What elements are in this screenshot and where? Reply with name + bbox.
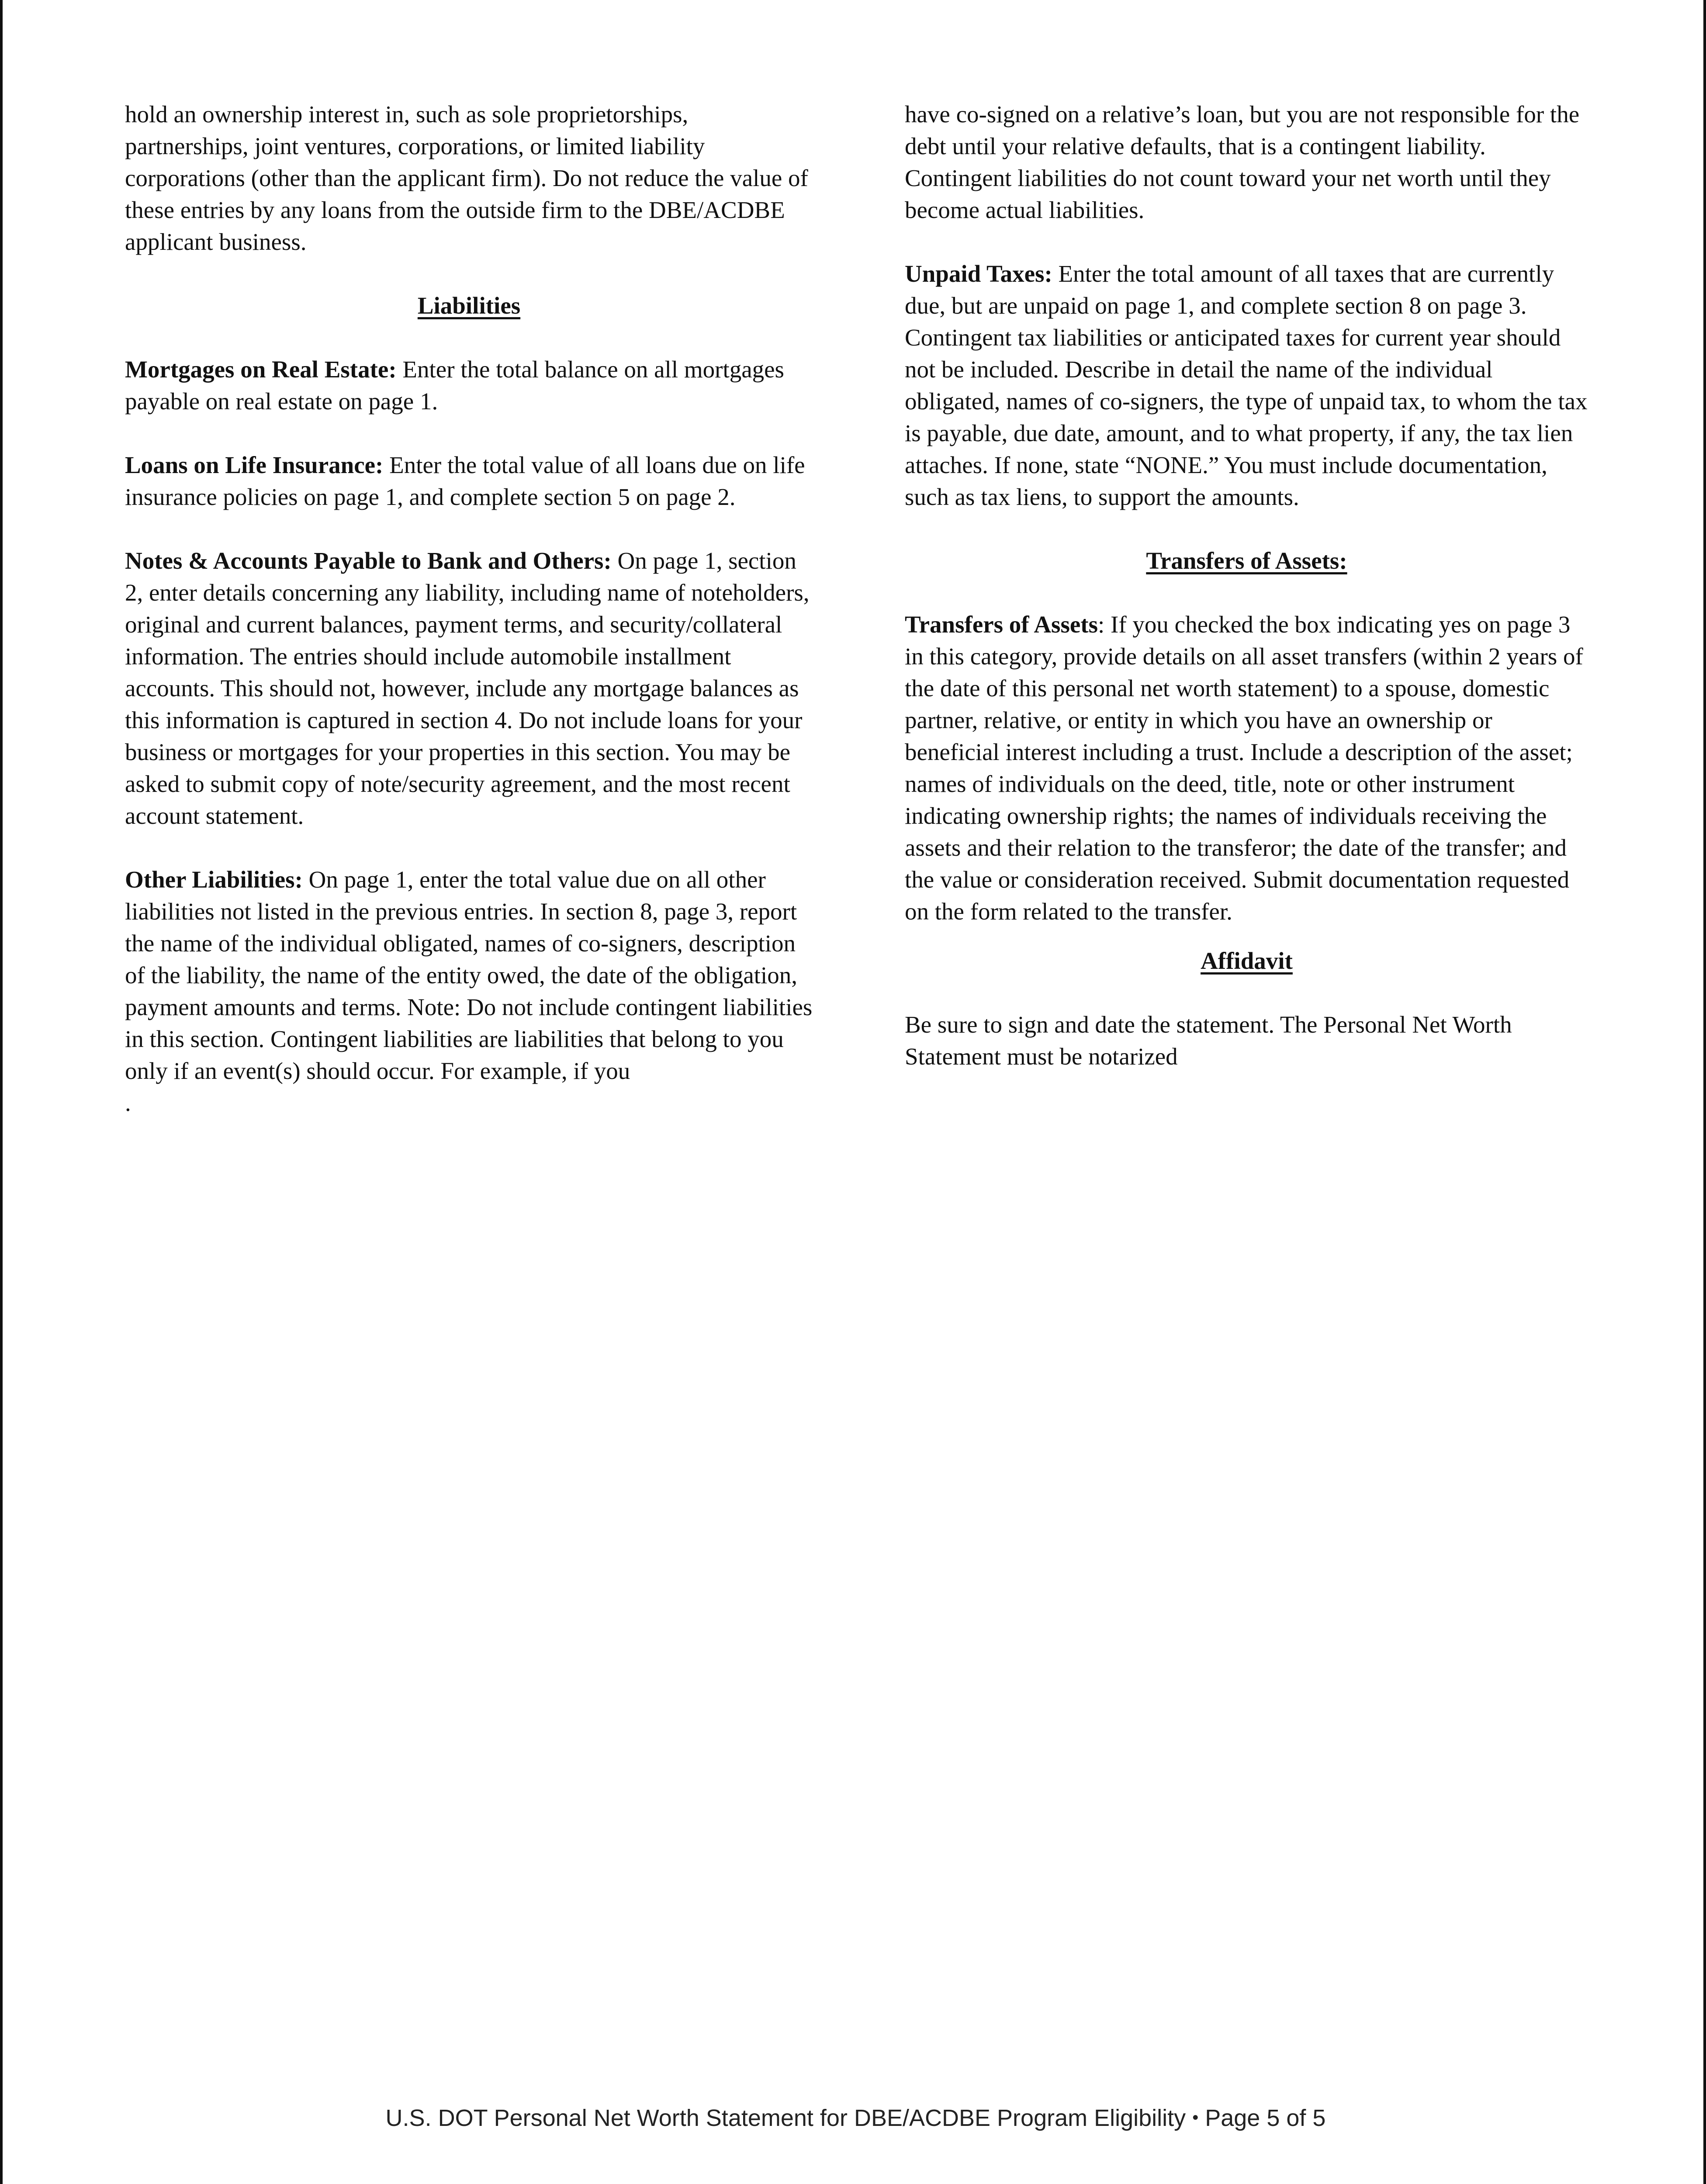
footer-bullet: • <box>1192 2108 1199 2127</box>
unpaid-taxes-text: Enter the total amount of all taxes that are currently due, but are unpaid on page 1, and complete section 8 on page 3. Contingent tax liabilities or anticipated taxes for current year should not be included. Describe in detail the name of the individual obligated, names of co-signers, the type of unpaid tax, to whom the tax is payable, due date, amount, and to what property, if any, the tax lien attaches. If none, state “NONE.” You must include documentation, such as tax liens, to support the amounts. <box>905 260 1588 510</box>
footer-page-number: Page 5 of 5 <box>1198 2105 1326 2131</box>
other-liabilities-label: Other Liabilities: <box>125 866 303 893</box>
liabilities-heading: Liabilities <box>417 292 521 319</box>
footer-title: U.S. DOT Personal Net Worth Statement for DBE/ACDBE Program Eligibility <box>385 2105 1193 2131</box>
transfers-heading: Transfers of Assets: <box>1146 547 1347 574</box>
transfers-paragraph <box>905 608 1588 927</box>
notes-payable-paragraph <box>125 545 813 832</box>
loans-life-paragraph <box>125 449 813 513</box>
stray-mark: . <box>125 1089 131 1116</box>
affidavit-heading: Affidavit <box>1201 947 1293 974</box>
affidavit-paragraph: Be sure to sign and date the statement. The Personal Net Worth Statement must be notarized <box>905 1011 1512 1070</box>
intro-paragraph: hold an ownership interest in, such as sole proprietorships, partnerships, joint ventures, corporations, or limited liability corporations (other than the applicant firm). Do not reduce the value of these entries by any loans from the outside firm to the DBE/ACDBE applicant business. <box>125 101 808 255</box>
unpaid-taxes-paragraph <box>905 258 1588 513</box>
notes-payable-text: On page 1, section 2, enter details concerning any liability, including name of noteholders, original and current balances, payment terms, and security/collateral information. The entries should include automobile installment accounts. This should not, however, include any mortgage balances as this information is captured in section 4. Do not include loans for your business or mortgages for your properties in this section. You may be asked to submit copy of note/security agreement, and the most recent account statement. <box>125 547 810 829</box>
loans-life-label: Loans on Life Insurance: <box>125 452 384 478</box>
transfers-label: Transfers of Assets <box>905 611 1098 638</box>
other-liabilities-text: On page 1, enter the total value due on all other liabilities not listed in the previous entries. In section 8, page 3, report the name of the individual obligated, names of co-signers, description of the liability, the name of the entity owed, the date of the obligation, payment amounts and terms. Note: Do not include contingent liabilities in this section. Contingent liabilities are liabilities that belong to you only if an event(s) should occur. For example, if you <box>125 866 813 1084</box>
page-footer <box>3 2105 1706 2132</box>
continuation-paragraph: have co-signed on a relative’s loan, but you are not responsible for the debt until your relative defaults, that is a contingent liability. Contingent liabilities do not count toward your net worth until they become actual liabilities. <box>905 101 1580 223</box>
mortgages-text: Enter the total balance on all mortgages payable on real estate on page 1. <box>125 356 784 415</box>
transfers-text: : If you checked the box indicating yes on page 3 in this category, provide details on all asset transfers (within 2 years of the date of this personal net worth statement) to a spouse, domestic partner, relative, or entity in which you have an ownership or beneficial interest including a trust. Include a description of the asset; names of individuals on the deed, title, note or other instrument indicating ownership rights; the names of individuals receiving the assets and their relation to the transferor; the date of the transfer; and the value or consideration received. Submit documentation requested on the form related to the transfer. <box>905 611 1583 925</box>
unpaid-taxes-label: Unpaid Taxes: <box>905 260 1052 287</box>
left-column <box>125 98 813 1119</box>
other-liabilities-paragraph <box>125 864 813 1087</box>
notes-payable-label: Notes & Accounts Payable to Bank and Others: <box>125 547 612 574</box>
loans-life-text: Enter the total value of all loans due on life insurance policies on page 1, and complete section 5 on page 2. <box>125 452 805 510</box>
mortgages-label: Mortgages on Real Estate: <box>125 356 397 383</box>
mortgages-paragraph <box>125 353 813 417</box>
right-column <box>905 98 1588 1104</box>
